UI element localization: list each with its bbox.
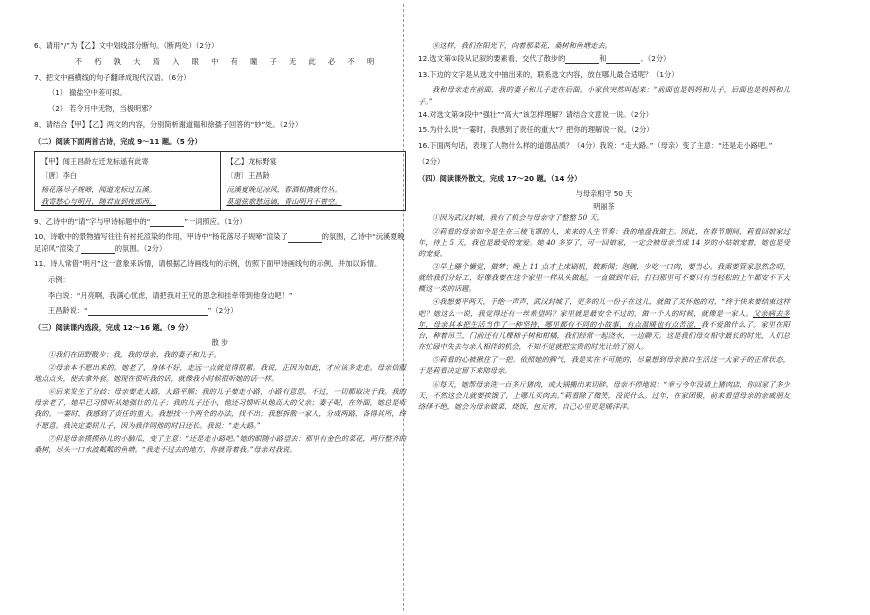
article-author: 明丽茶 xyxy=(593,202,615,212)
question-12: 12.选文第①段从记叙的要素看，交代了散步的 和 。（2分） xyxy=(418,54,671,64)
answer-blank[interactable] xyxy=(606,56,640,64)
poem-yi-title: 【乙】龙标野宴 xyxy=(226,157,277,167)
passage-paragraph: ⑧这样，我们在阳光下，向着那菜花、桑树和鱼塘走去。 xyxy=(432,41,612,50)
question-13: 13.下边的文字是从选文中抽出来的，联系选文内容，放在哪儿最合适呢？（1分） xyxy=(418,69,679,79)
question-7-2: （2） 若令月中无物，当极明邪？ xyxy=(48,104,156,114)
poem-jia-title: 【甲】闻王昌龄左迁龙标遥有此寄 xyxy=(41,157,149,167)
poem-table xyxy=(34,151,406,211)
section-3-heading: （三）阅读课内选段，完成 12～16 题。（9 分） xyxy=(34,323,193,333)
section-2-heading: （二）阅读下面两首古诗，完成 9～11 题。（5 分） xyxy=(34,136,202,146)
question-11: 11、诗人常借“明月”这一意象来诉情，请根据乙诗画线句的示例，仿照下面甲诗画线句的示例，并加以诉情。 xyxy=(34,259,382,269)
article-paragraph: ③早上睡个懒觉，做梦；晚上 11 点才上床刷机，数新闻；泡碗，少吃一口肉，要当心。我需要管家忽然念叨，就给我们分好工，好像我要在这个家里一样从头做起，一直做到年后，打扫那里可不要只有当轻松的上午都安不下大概这一类的话题。 xyxy=(418,262,790,294)
answer-blank[interactable] xyxy=(288,235,322,243)
poem-jia xyxy=(35,152,220,210)
question-13-text: 我和母亲走在前面，我的妻子和儿子走在后面。小家伙突然叫起来：“前面也是妈妈和儿子，后面也是妈妈和儿子。” xyxy=(418,85,790,106)
passage-paragraph: ②母亲本不愿出来的。她老了，身体不好，走远一点就觉得很累。我说，正因为如此，才应该多走走。母亲信服地点点头，便去拿外套。她现在很听我的话，就像我小时候很听她的话一样。 xyxy=(34,362,406,383)
question-9: 9、乙诗中的“请”字与甲诗标题中的“ ”一词照应。（1分） xyxy=(34,216,247,226)
question-7: 7、把文中画横线的句子翻译成现代汉语。（6分） xyxy=(34,72,191,82)
question-11-example: 示例： xyxy=(48,274,70,284)
article-paragraph: ④我想要平两天，手绝一声声，武汉封城了，更多的儿一份子在这儿，就做了关怀他的对，“终于快来要结束这样吧？她这么一说，我觉得还有一丝希望吗？家里就是最安全不过的，做一个人的时候，就像是一家人。父亲病去多年，母亲其本把生活当作了一种坚持，哪里都有不同的小故事，有点温暖也有点苦涩，我不爱做什么了。家里在阳台，种着吊兰，门前还有几棵柿子树和柑橘，我们经常一起浇水，一边聊天。这是我们母女相守最长的时光，人们总在忙碌中失去与亲人相伴的机会，不知不觉就把宝贵的时光让给了别人。 xyxy=(418,297,790,352)
poem-yi-line-2: 莫道弦歌愁远谪，青山明月不曾空。 xyxy=(226,196,342,206)
question-11-libai: 李白说：“月亮啊，我满心忧虑，请把我对王兄的思念和挂牵带到他身边吧！” xyxy=(48,290,293,300)
article-paragraph: ⑤莉看的心被揪住了一把。依照她的脾气，我是实在不可能的，尽量想到母亲独自生活这一大家子的正常状态，于是莉看决定留下来陪母亲。 xyxy=(418,355,790,376)
question-11-wang: 王昌龄说：“ ”（2分） xyxy=(48,306,238,316)
question-6: 6、请用“/”为【乙】文中划线部分断句。（断两处）（2分） xyxy=(34,41,219,50)
article-title: 与母亲相守 50 天 xyxy=(575,189,633,199)
poem-jia-line-1: 杨花落尽子规啼，闻道龙标过五溪。 xyxy=(41,185,157,195)
question-14: 14.对选文第③段中“强壮”“高大”该怎样理解？请结合文意说一说。（2分） xyxy=(418,109,653,119)
question-16-score: （2分） xyxy=(418,156,445,166)
passage-paragraph: ①我们在田野散步：我，我的母亲，我的妻子和儿子。 xyxy=(48,349,221,359)
question-15: 15.为什么说“一霎时，我感到了责任的重大”？把你的理解说一说。（2分） xyxy=(418,125,654,135)
answer-blank[interactable] xyxy=(81,246,115,254)
section-4-heading: （四）阅读课外散文，完成 17～20 题。（14 分） xyxy=(418,173,582,183)
question-10: 10、诗歌中的景物描写往往有衬托渲染的作用，甲诗中“杨花落尽子规啼”渲染了 的氛围，乙诗中“沅溪夏晚足凉风”渲染了 的氛围。（2分） xyxy=(34,232,405,253)
passage-paragraph: ⑦但是母亲摸摸孙儿的小脑瓜，变了主意：“还是走小路吧。”她的眼随小路望去：那里有金色的菜花，两行整齐的桑树，尽头一口水波粼粼的鱼塘。“我走不过去的地方，你就背着我。”母亲对我说。 xyxy=(34,433,406,454)
passage-paragraph: ⑥后来发生了分歧：母亲要走大路，大路平顺；我的儿子要走小路，小路有意思。不过，一切都取决于我。我的母亲老了，她早已习惯听从她强壮的儿子；我的儿子还小，他还习惯听从他高大的父亲；妻子呢，在外面，她总是听我的。一霎时，我感到了责任的重大。我想找一个两全的办法，找不出；我想拆散一家人，分成两路，各得其所，终不愿意。我决定委屈儿子，因为我伴同他的时日还长。我说：“走大路。” xyxy=(34,387,406,430)
poem-yi-author: 〔唐〕王昌龄 xyxy=(226,171,270,181)
answer-blank[interactable] xyxy=(150,219,184,227)
poem-jia-line-2: 我寄愁心与明月，随君直到夜郎西。 xyxy=(41,196,157,206)
q6-sentence: 不 朽 孰 大 焉 入 眼 中 有 瞳 子 无 此 必 不 明 xyxy=(74,56,380,66)
right-column xyxy=(418,40,790,414)
poem-yi xyxy=(220,152,406,210)
passage-title: 散 步 xyxy=(211,338,229,348)
poem-jia-author: 〔唐〕李白 xyxy=(41,171,77,181)
question-8: 8、请结合【甲】【乙】两文的内容，分别简析谢道韫和徐孺子回答的“妙”处。（2分） xyxy=(34,119,303,129)
article-paragraph: ①因为武汉封城，我有了机会与母亲守了整整 50 天。 xyxy=(432,213,604,223)
poem-yi-line-1: 沅溪夏晚足凉风，春酒相携就竹丛。 xyxy=(226,185,342,195)
left-column xyxy=(34,40,406,457)
article-paragraph: ②莉看的母亲如今是生在三棱飞罩的人，来来的人生节奏：我的地盘我做主。因此，在春节期间，莉看回娘家过年，待上 5 天，我也是最受的宠爱。她 40 多岁了，可一回娘家，一定会被母亲当成 14 岁的小姑娘宠着，她也是受的宠爱。 xyxy=(418,226,790,258)
answer-blank[interactable] xyxy=(565,56,599,64)
question-16: 16.下面两句话，表现了人物什么样的道德品质？（4分）我说：“走大路。”（母亲）变了主意：“还是走小路吧。” xyxy=(418,141,773,151)
article-paragraph: ⑥每天，她帮母亲洗一百多斤猪肉，或大锅搬出来切碎。母亲不停地说：“幸亏今年没请上猪肉店，你回家了多少天，不然这会儿就要挨饿了，上哪儿买肉去。”莉看除了微笑，没说什么。过年，在家团聚，前来看望母亲的亲戚朋友络绎不绝，她会为母亲做菜、烧饭，包元宵，自己心里更是暖洋洋。 xyxy=(418,379,790,411)
answer-blank[interactable] xyxy=(88,308,208,316)
question-7-1: （1） 撤盐空中差可拟。 xyxy=(48,88,127,98)
